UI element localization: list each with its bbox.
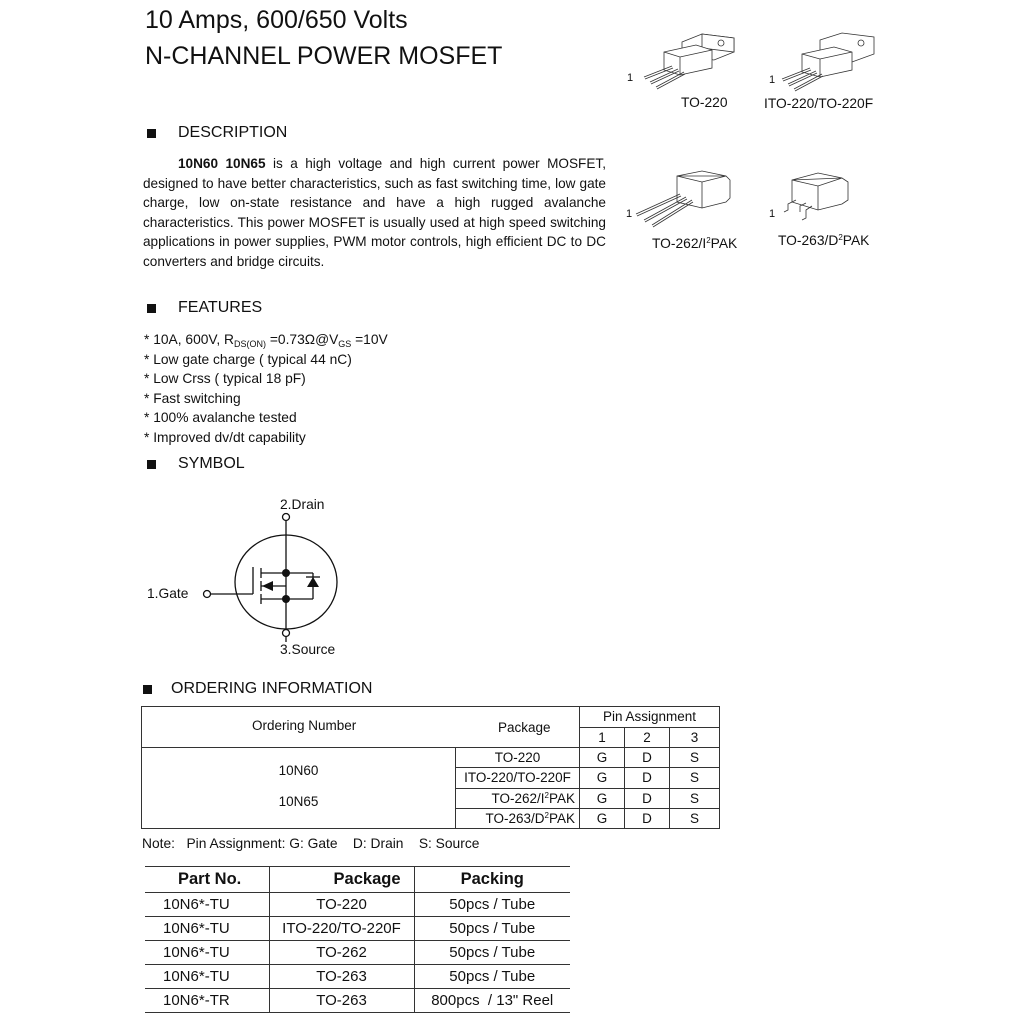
packing-cell: 50pcs / Tube xyxy=(414,917,570,941)
pin-cell: G xyxy=(580,748,625,768)
pin-cell: G xyxy=(580,808,625,828)
part-no-cell: 10N6*-TU xyxy=(145,917,269,941)
pin-cell: D xyxy=(625,808,670,828)
section-description-heading: DESCRIPTION xyxy=(145,124,287,142)
square-bullet-icon xyxy=(147,304,156,313)
section-features-heading: FEATURES xyxy=(145,299,262,317)
package-label-ito-220: ITO-220/TO-220F xyxy=(764,96,874,111)
ito-220-drawing-icon xyxy=(762,30,892,92)
table-row xyxy=(145,893,570,917)
header-package: Package xyxy=(269,867,414,893)
package-cell: $TO-263/D^2PAK$ xyxy=(456,808,580,828)
source-label: 3.Source xyxy=(280,642,336,657)
package-cell: ITO-220/TO-220F xyxy=(456,768,580,788)
ordering-numbers-cell xyxy=(142,748,456,829)
gate-label: 1.Gate xyxy=(147,586,189,601)
package-to-263 xyxy=(762,170,892,230)
section-symbol-heading: SYMBOL xyxy=(145,455,245,473)
feature-item: * 100% avalanche tested xyxy=(144,410,297,426)
pin-1-label: 1 xyxy=(627,72,634,84)
header-package: Package xyxy=(498,720,551,735)
table-row xyxy=(145,917,570,941)
package-ito-220 xyxy=(762,30,892,92)
pin-cell: S xyxy=(670,808,720,828)
square-bullet-icon xyxy=(147,460,156,469)
packing-table xyxy=(145,866,570,1013)
description-text: 10N60 10N65 is a high voltage and high current power MOSFET, designed to have better characteristics, such as fast switching time, low gate charge, low on-state resistance and have a high rugged avalanche characteristics. This power MOSFET is usually used at high speed switching applications in power supplies, PWM motor controls, high efficient DC to DC converters and bridge circuits. xyxy=(143,156,606,269)
table-row xyxy=(145,989,570,1013)
package-cell: ITO-220/TO-220F xyxy=(269,917,414,941)
pin-cell: D xyxy=(625,788,670,808)
part-no-cell: 10N6*-TR xyxy=(145,989,269,1013)
mosfet-symbol-icon xyxy=(145,495,365,660)
feature-item: * Low gate charge ( typical 44 nC) xyxy=(144,351,352,367)
package-to-262 xyxy=(622,168,752,228)
header-pin-1: 1 xyxy=(580,727,625,748)
square-bullet-icon xyxy=(147,129,156,138)
to-263-drawing-icon xyxy=(762,170,892,230)
pin-1-label: 1 xyxy=(769,74,776,86)
part-no-cell: 10N6*-TU xyxy=(145,965,269,989)
to-220-drawing-icon xyxy=(622,30,752,92)
features-list xyxy=(144,330,388,448)
ordering-number-10n60: 10N60 xyxy=(278,763,319,778)
package-label-to-263: $TO-263/D^2PAK$ xyxy=(778,233,870,248)
header-pin-assignment: Pin Assignment xyxy=(580,707,720,728)
part-numbers: 10N60 10N65 xyxy=(178,156,266,171)
pin-cell: D xyxy=(625,748,670,768)
header-pin-2: 2 xyxy=(625,727,670,748)
header-ordering-number: Ordering Number xyxy=(252,718,357,733)
part-no-cell: 10N6*-TU xyxy=(145,893,269,917)
title-line-2: N-CHANNEL POWER MOSFET xyxy=(145,42,503,70)
feature-item: * 10A, 600V, $R_{DS(ON)}$ $=0.73\Omega@V_{GS} =10V$ xyxy=(144,332,388,349)
ordering-table xyxy=(141,706,720,829)
to-262-drawing-icon xyxy=(622,168,752,228)
pin-1-label: 1 xyxy=(769,208,776,220)
section-ordering-heading: ORDERING INFORMATION xyxy=(141,680,372,698)
packing-cell: 50pcs / Tube xyxy=(414,965,570,989)
packing-cell: 50pcs / Tube xyxy=(414,893,570,917)
part-no-cell: 10N6*-TU xyxy=(145,941,269,965)
package-cell: TO-220 xyxy=(456,748,580,768)
package-cell: $TO-262/I^2PAK$ xyxy=(456,788,580,808)
pin-1-label: 1 xyxy=(626,208,633,220)
header-part-no: Part No. xyxy=(145,867,269,893)
pin-cell: D xyxy=(625,768,670,788)
package-cell: TO-263 xyxy=(269,989,414,1013)
package-label-to-220: TO-220 xyxy=(681,95,728,110)
square-bullet-icon xyxy=(143,685,152,694)
pin-cell: S xyxy=(670,768,720,788)
package-cell: TO-262 xyxy=(269,941,414,965)
pin-cell: G xyxy=(580,768,625,788)
drain-label: 2.Drain xyxy=(280,497,325,512)
pin-cell: G xyxy=(580,788,625,808)
title-line-1: 10 Amps, 600/650 Volts xyxy=(145,6,408,34)
pin-cell: S xyxy=(670,788,720,808)
header-ordering-package xyxy=(142,707,580,748)
feature-item: * Low Crss ( typical 18 pF) xyxy=(144,371,306,387)
table-row xyxy=(145,965,570,989)
mosfet-symbol xyxy=(145,495,365,660)
package-to-220 xyxy=(622,30,752,92)
header-pin-3: 3 xyxy=(670,727,720,748)
package-cell: TO-220 xyxy=(269,893,414,917)
pin-cell: S xyxy=(670,748,720,768)
header-packing: Packing xyxy=(414,867,570,893)
ordering-number-10n65: 10N65 xyxy=(278,794,319,809)
table-row xyxy=(145,941,570,965)
pin-assignment-note: Note: Pin Assignment: G: Gate D: Drain S: Source xyxy=(142,836,480,851)
feature-item: * Improved dv/dt capability xyxy=(144,429,306,445)
packing-cell: 800pcs / 13" Reel xyxy=(414,989,570,1013)
package-cell: TO-263 xyxy=(269,965,414,989)
packing-cell: 50pcs / Tube xyxy=(414,941,570,965)
package-label-to-262: $TO-262/I^2PAK$ xyxy=(652,236,738,251)
feature-item: * Fast switching xyxy=(144,390,241,406)
